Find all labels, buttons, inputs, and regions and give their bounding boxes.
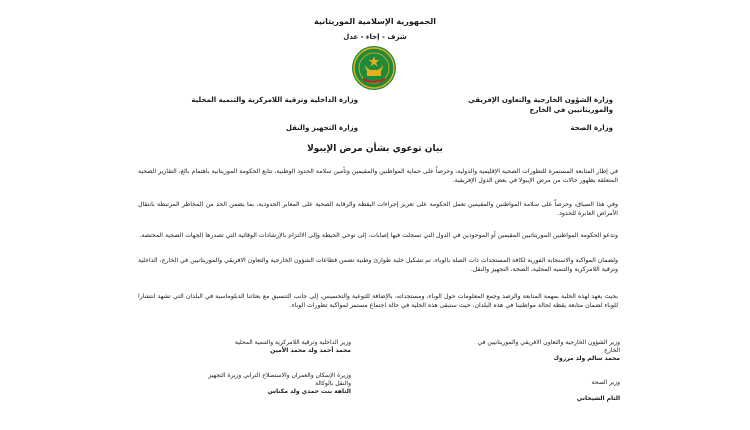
signature-role: وزيرة الإسكان والعمران والاستصلاح الترابي وزيرة التجهيز والنقل بالوكالة (208, 372, 351, 387)
ministry-equipment: وزارة التجهيز والنقل (285, 124, 358, 132)
paragraph: في إطار المتابعة المستمرة للتطورات الصحية الإقليمية والدولية، وحرصاً على حماية المواطنين والمقيمين وتأمين سلامة الحدود الوطنية، تتابع الحكومة الموريتانية باهتمام بالغ، التقارير الصحية المتعلقة بظهور حالات من مرض الإيبولا في بعض الدول الإفريقية. (138, 168, 618, 184)
ministry-foreign: وزارة الشؤون الخارجية والتعاون الإفريقي والموريتانيين في الخارج (468, 96, 613, 114)
paragraph: ولضمان المواكبة والاستجابة الفورية لكافة المستجدات ذات الصلة بالوباء، تم تشكيل خلية طوارئ وطنية تضمن قطاعات الشؤون الخارجية والتعاون الافريقي والموريتانيين في الخارج، الداخلية وترقية اللامركزية والتنمية المحلية، الصحة، التجهيز والنقل. (138, 257, 618, 273)
signature-name: التام الشيخاني (576, 395, 620, 402)
signature-name: محمد أحمد ولد محمد الأمين (270, 347, 351, 354)
signature-name: محمد سالم ولد مرزوك (553, 355, 620, 362)
document-title: بيان توعوي بشأن مرض الإيبولا (307, 144, 443, 154)
signature-foreign (470, 339, 620, 363)
national-seal-icon (351, 45, 397, 91)
paragraph: بحيث يعهد لهذه الخلية بمهمة المتابعة والرصد وجمع المعلومات حول الوباء، ومستجداته، بالإضافة للتوعية والتحسيس، إلى جانب التنسيق مع بعثاتنا الدبلوماسية في البلدان التي تشهد انتشارا للوباء لضمان متابعة يقظة لحالة مواطنينا في هذه البلدان. حيث ستبقى هذه الخلية في حالة اجتماع مستمر لمواكبة تطورات الوباء. (138, 293, 618, 309)
national-motto: شرف - إخاء - عدل (343, 33, 407, 41)
republic-title: الجمهورية الإسلامية الموريتانية (313, 17, 437, 26)
signature-name: الناهة بنت حمدي ولد مكناس (267, 388, 351, 395)
signature-health (500, 379, 620, 403)
signature-equipment (201, 372, 351, 396)
paragraph: وتدعو الحكومة المواطنين الموريتانيين المقيمين أو الموجودين في الدول التي تسجلت فيها إصابات، إلى توخي الحيطة وإلى الالتزام بالإرشادات الوقائية التي تصدرها الجهات الصحية المختصة. (139, 232, 618, 239)
paragraph: وفي هذا السياق، وحرصاً على سلامة المواطنين والمقيمين تعمل الحكومة على تعزيز إجراءات اليقظة والرقابة الصحية على المعابر الحدودية، بما يضمن الحد من المخاطر المرتبطة بانتقال الأمراض العابرة للحدود. (138, 201, 618, 217)
signature-role: وزير الداخلية وترقية اللامركزية والتنمية المحلية (234, 339, 351, 346)
signature-interior (161, 339, 351, 355)
ministry-interior: وزارة الداخلية وترقية اللامركزية والتنمية المحلية (191, 96, 358, 104)
ministry-health: وزارة الصحة (570, 124, 613, 132)
signature-role: وزير الشؤون الخارجية والتعاون الافريقي والموريتانيين في الخارج (477, 339, 620, 354)
signature-role: وزير الصحة (591, 379, 620, 386)
